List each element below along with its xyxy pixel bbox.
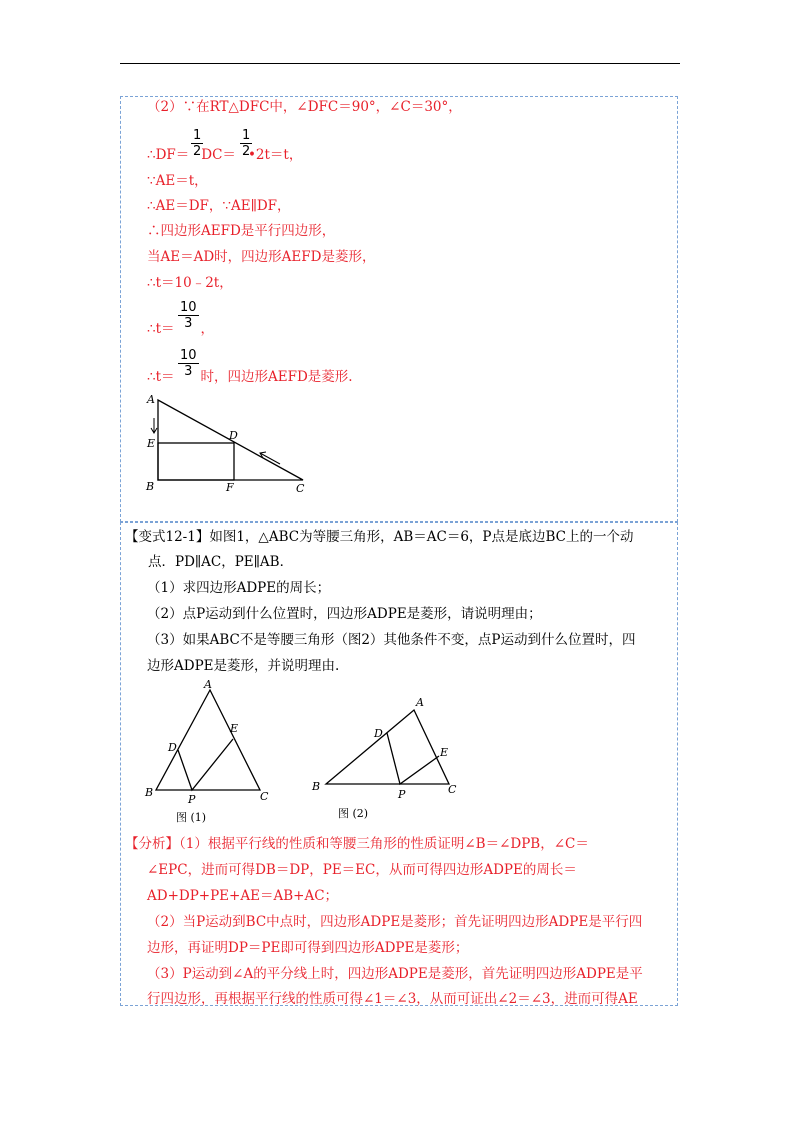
scalene-triangle-figure [302, 690, 472, 825]
analysis-line-3: AD+DP+PE+AE＝AB+AC； [147, 888, 339, 904]
solution-line-6: 当AE＝AD时，四边形AEFD是菱形， [147, 249, 376, 265]
label-b: B [145, 786, 154, 799]
problem-line-1: 【变式12-1】如图1，△ABC为等腰三角形，AB＝AC＝6，P点是底边BC上的一个动 [125, 529, 634, 545]
label-c: C [448, 783, 457, 796]
label-a: A [204, 678, 212, 691]
isosceles-triangle-figure [140, 678, 280, 828]
label-d: D [229, 429, 238, 442]
rectangle-triangle-figure [140, 392, 315, 497]
parallelogram-adpe-sides [178, 739, 233, 790]
solution-line-4: ∴AE＝DF，∵AE∥DF， [147, 198, 291, 214]
label-b: B [312, 780, 321, 793]
figure-2-caption: 图 (2) [338, 807, 369, 820]
fraction-ten-thirds-1: $\frac{10}{3}$ [180, 300, 197, 331]
question-2: （2）点P运动到什么位置时，四边形ADPE是菱形，请说明理由； [147, 606, 542, 622]
fraction-ten-thirds-2: $\frac{10}{3}$ [180, 348, 197, 379]
solution-line-3: ∵AE＝t， [147, 173, 208, 189]
question-3-line-2: 边形ADPE是菱形，并说明理由. [147, 658, 340, 674]
dc-eq: DC＝ [201, 147, 236, 163]
header-rule [120, 63, 680, 64]
label-e: E [230, 722, 239, 735]
label-p: P [188, 793, 196, 806]
label-c: C [296, 482, 305, 495]
analysis-line-5: 边形，再证明DP＝PE即可得到四边形ADPE是菱形； [147, 940, 469, 956]
solution-line-9: ∴t＝ 时，四边形AEFD是菱形. [147, 369, 353, 385]
label-f: F [226, 481, 234, 494]
triangle-abc [326, 710, 449, 784]
label-a: A [416, 696, 424, 709]
analysis-line-4: （2）当P运动到BC中点时，四边形ADPE是菱形；首先证明四边形ADPE是平行四 [147, 914, 643, 930]
analysis-line-1: 【分析】（1）根据平行线的性质和等腰三角形的性质证明∠B＝∠DPB，∠C＝ [125, 836, 589, 852]
analysis-line-2: ∠EPC，进而可得DB＝DP，PE＝EC，从而可得四边形ADPE的周长＝ [147, 862, 577, 878]
label-d: D [374, 727, 383, 740]
solution-line-1: （2）∵在RT△DFC中，∠DFC＝90°，∠C＝30°， [147, 99, 462, 115]
label-p: P [398, 788, 406, 801]
solution-line-2 [147, 146, 302, 164]
label-b: B [146, 480, 155, 493]
rectangle-ebfd [158, 443, 234, 480]
label-c: C [260, 790, 269, 803]
problem-tag: 【变式12-1】 [125, 529, 210, 545]
analysis-line-7: 行四边形，再根据平行线的性质可得∠1＝∠3，从而可证出∠2＝∠3，进而可得AE [147, 991, 638, 1007]
label-a: A [147, 393, 155, 406]
solution-line-8: ∴t＝ ， [147, 321, 215, 337]
solution-line-7: ∴t＝10﹣2t， [147, 275, 233, 291]
label-e: E [440, 746, 449, 759]
df-eq: ∴DF＝ [147, 147, 190, 163]
question-3-line-1: （3）如果ABC不是等腰三角形（图2）其他条件不变，点P运动到什么位置时，四 [147, 632, 636, 648]
fraction-half-1: $\frac{1}{2}$ [193, 128, 202, 159]
solution-line-5: ∴四边形AEFD是平行四边形， [147, 223, 336, 239]
question-1: （1）求四边形ADPE的周长； [147, 580, 331, 596]
label-d: D [168, 741, 177, 754]
triangle-abc [156, 690, 260, 790]
problem-line-2: 点．PD∥AC，PE∥AB． [148, 554, 294, 570]
figure-1-caption: 图 (1) [176, 811, 207, 824]
fraction-half-2: $\frac{1}{2}$ [242, 128, 251, 159]
analysis-line-6: （3）P运动到∠A的平分线上时，四边形ADPE是菱形，首先证明四边形ADPE是平 [147, 966, 643, 982]
label-e: E [147, 437, 156, 450]
times-2t: •2t＝t， [247, 147, 303, 163]
parallelogram-adpe-sides [387, 733, 439, 784]
